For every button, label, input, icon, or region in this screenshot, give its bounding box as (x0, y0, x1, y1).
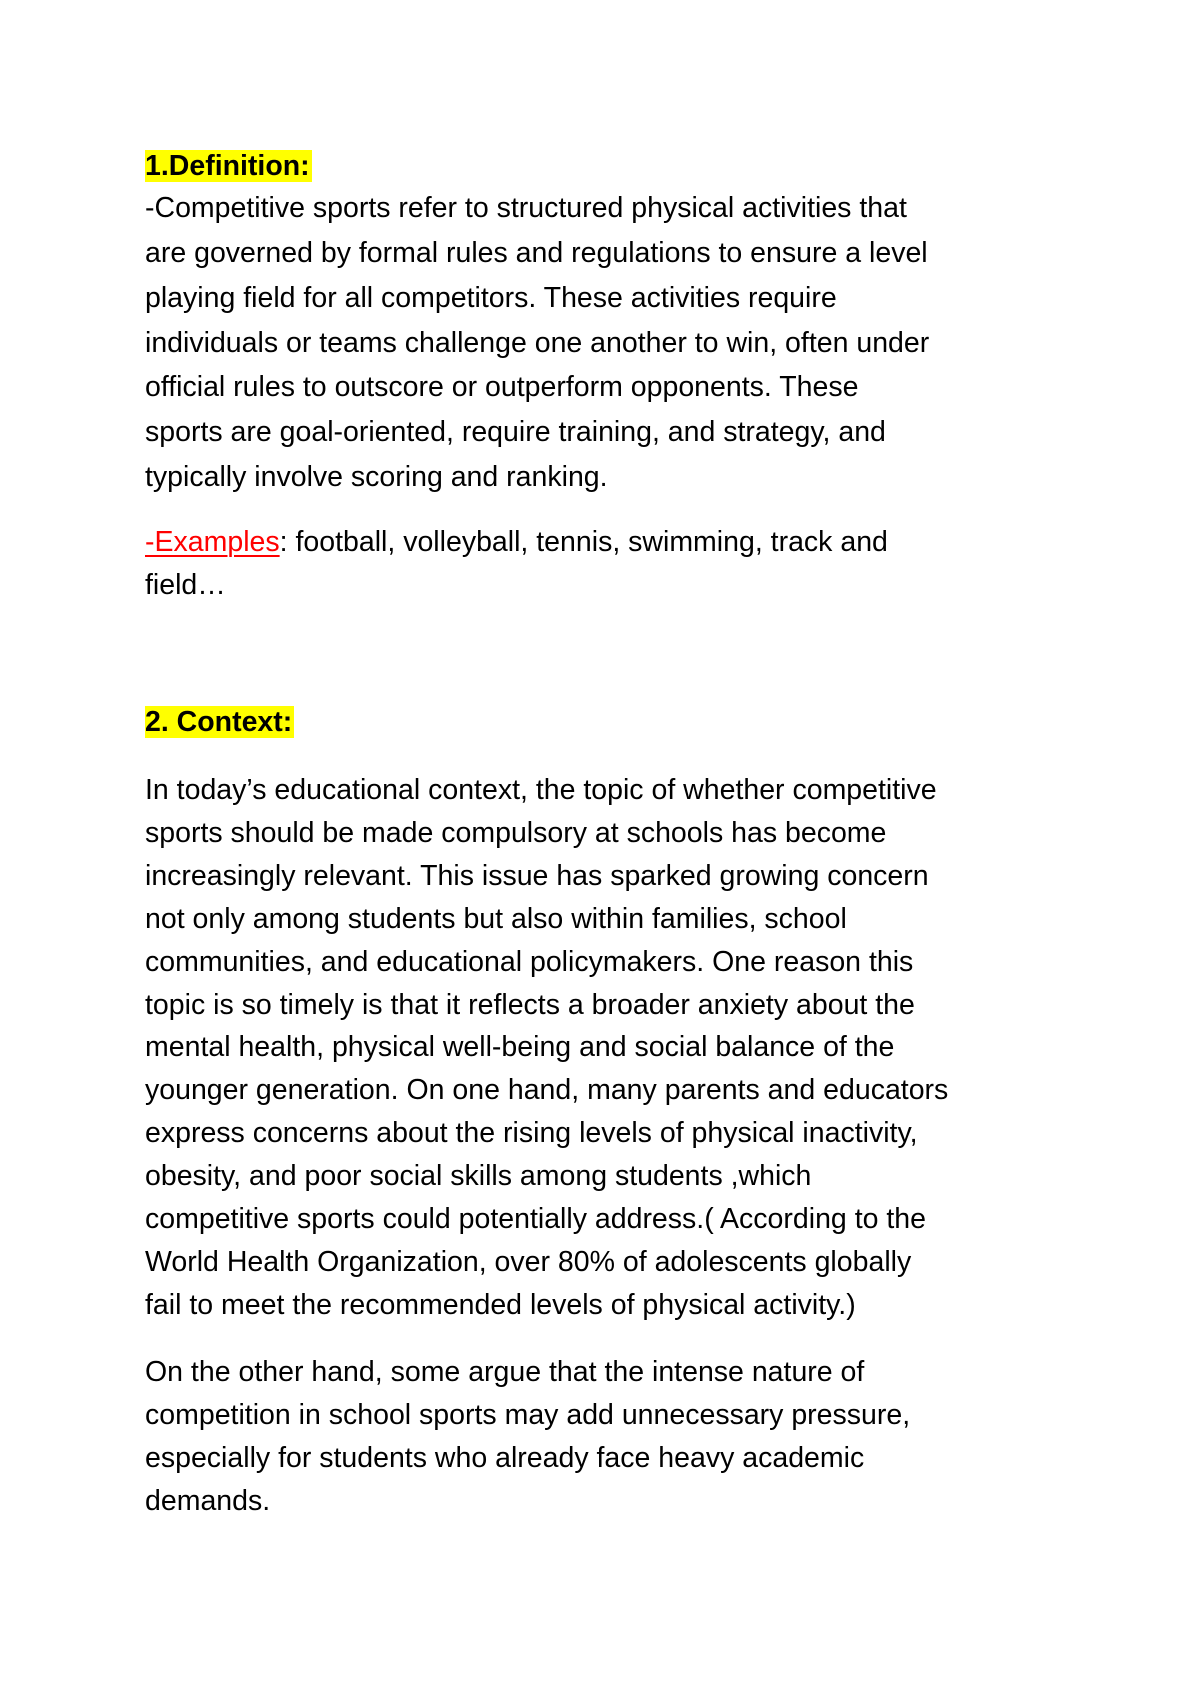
definition-heading (145, 148, 312, 184)
examples-label: -Examples (145, 526, 280, 558)
definition-line: typically involve scoring and ranking. (145, 461, 608, 493)
context-heading (145, 704, 294, 740)
context-line: mental health, physical well-being and social balance of the (145, 1031, 895, 1063)
context-line: fail to meet the recommended levels of physical activity.) (145, 1289, 856, 1321)
definition-line: playing field for all competitors. These activities require (145, 282, 837, 314)
definition-line: sports are goal-oriented, require training, and strategy, and (145, 416, 886, 448)
context-line: express concerns about the rising levels of physical inactivity, (145, 1117, 918, 1149)
definition-heading-text: 1.Definition: (145, 150, 310, 182)
context-line: obesity, and poor social skills among students ,which (145, 1160, 812, 1192)
context-line: In today’s educational context, the topic of whether competitive (145, 774, 937, 806)
context-line: demands. (145, 1485, 271, 1517)
definition-line: individuals or teams challenge one another to win, often under (145, 327, 930, 359)
context-line: competitive sports could potentially address.( According to the (145, 1203, 926, 1235)
context-heading-text: 2. Context: (145, 706, 293, 738)
definition-line: official rules to outscore or outperform opponents. These (145, 371, 859, 403)
context-line: On the other hand, some argue that the intense nature of (145, 1356, 865, 1388)
definition-line: are governed by formal rules and regulations to ensure a level (145, 237, 928, 269)
context-line: not only among students but also within families, school (145, 903, 847, 935)
context-line: especially for students who already face heavy academic (145, 1442, 865, 1474)
context-line: communities, and educational policymakers. One reason this (145, 946, 914, 978)
context-line: competition in school sports may add unnecessary pressure, (145, 1399, 911, 1431)
context-line: sports should be made compulsory at schools has become (145, 817, 887, 849)
context-line: topic is so timely is that it reflects a broader anxiety about the (145, 989, 915, 1021)
definition-line: -Competitive sports refer to structured physical activities that (145, 192, 907, 224)
context-line: younger generation. On one hand, many parents and educators (145, 1074, 949, 1106)
examples-line-continued: field… (145, 569, 226, 601)
context-line: World Health Organization, over 80% of adolescents globally (145, 1246, 912, 1278)
examples-line (145, 524, 888, 560)
examples-text: : football, volleyball, tennis, swimming, track and (279, 526, 888, 558)
context-line: increasingly relevant. This issue has sparked growing concern (145, 860, 929, 892)
